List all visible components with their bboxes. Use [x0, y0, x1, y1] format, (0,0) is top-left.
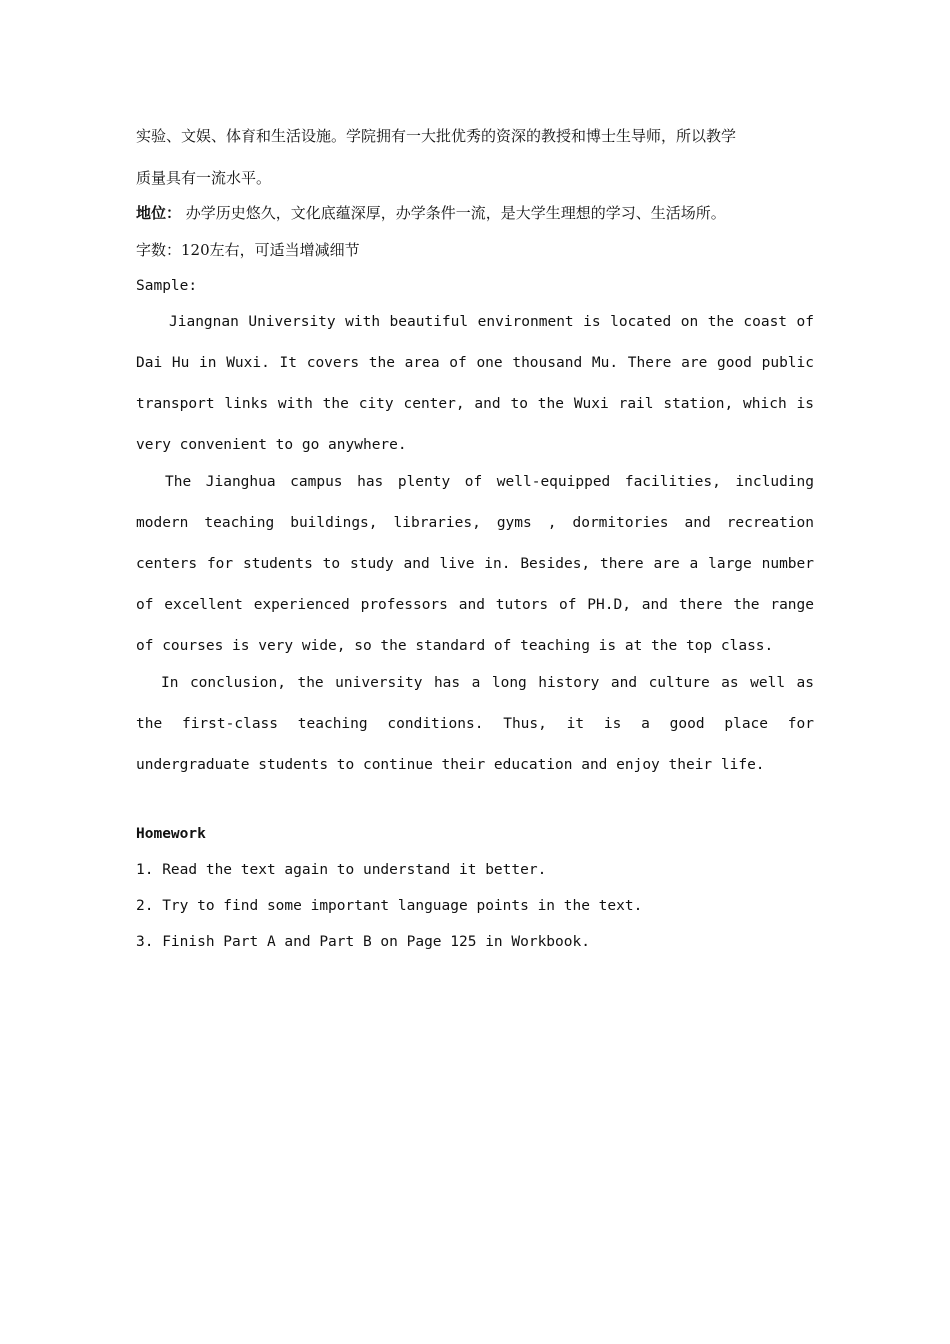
status-text: 办学历史悠久，文化底蕴深厚，办学条件一流，是大学生理想的学习、生活场所。 [181, 204, 726, 222]
sample-paragraph-1: Jiangnan University with beautiful environment is located on the coast of Dai Hu in Wuxi. It covers the area of one thousand Mu. There are good public transport links with the city center, and to the Wuxi rail station, which is very convenient to go anywhere. [136, 314, 814, 453]
chinese-line-1: 实验、文娱、体育和生活设施。学院拥有一大批优秀的资深的教授和博士生导师，所以教学 [136, 127, 737, 145]
sample-label: Sample: [136, 278, 198, 294]
sample-paragraph-3: In conclusion, the university has a long history and culture as well as the first-class teaching conditions. Thus, it is a good place for undergraduate students to continue their education and enjoy their life. [136, 675, 814, 773]
sample-paragraph-2: The Jianghua campus has plenty of well-equipped facilities, including modern teaching buildings, libraries, gyms , dormitories and recreation centers for students to study and live in. Besides, there are a large number of excellent experienced professors and tutors of PH.D, and there the range of courses is very wide, so the standard of teaching is at the top class. [136, 474, 814, 654]
homework-item-2: 2. Try to find some important language points in the text. [136, 898, 643, 914]
word-count-line: 字数：120左右，可适当增减细节 [136, 241, 360, 259]
status-label: 地位： [136, 204, 182, 222]
chinese-line-2: 质量具有一流水平。 [136, 169, 272, 187]
homework-item-1: 1. Read the text again to understand it better. [136, 862, 547, 878]
homework-item-3: 3. Finish Part A and Part B on Page 125 in Workbook. [136, 934, 590, 950]
status-line [136, 192, 816, 234]
homework-title: Homework [136, 826, 206, 842]
